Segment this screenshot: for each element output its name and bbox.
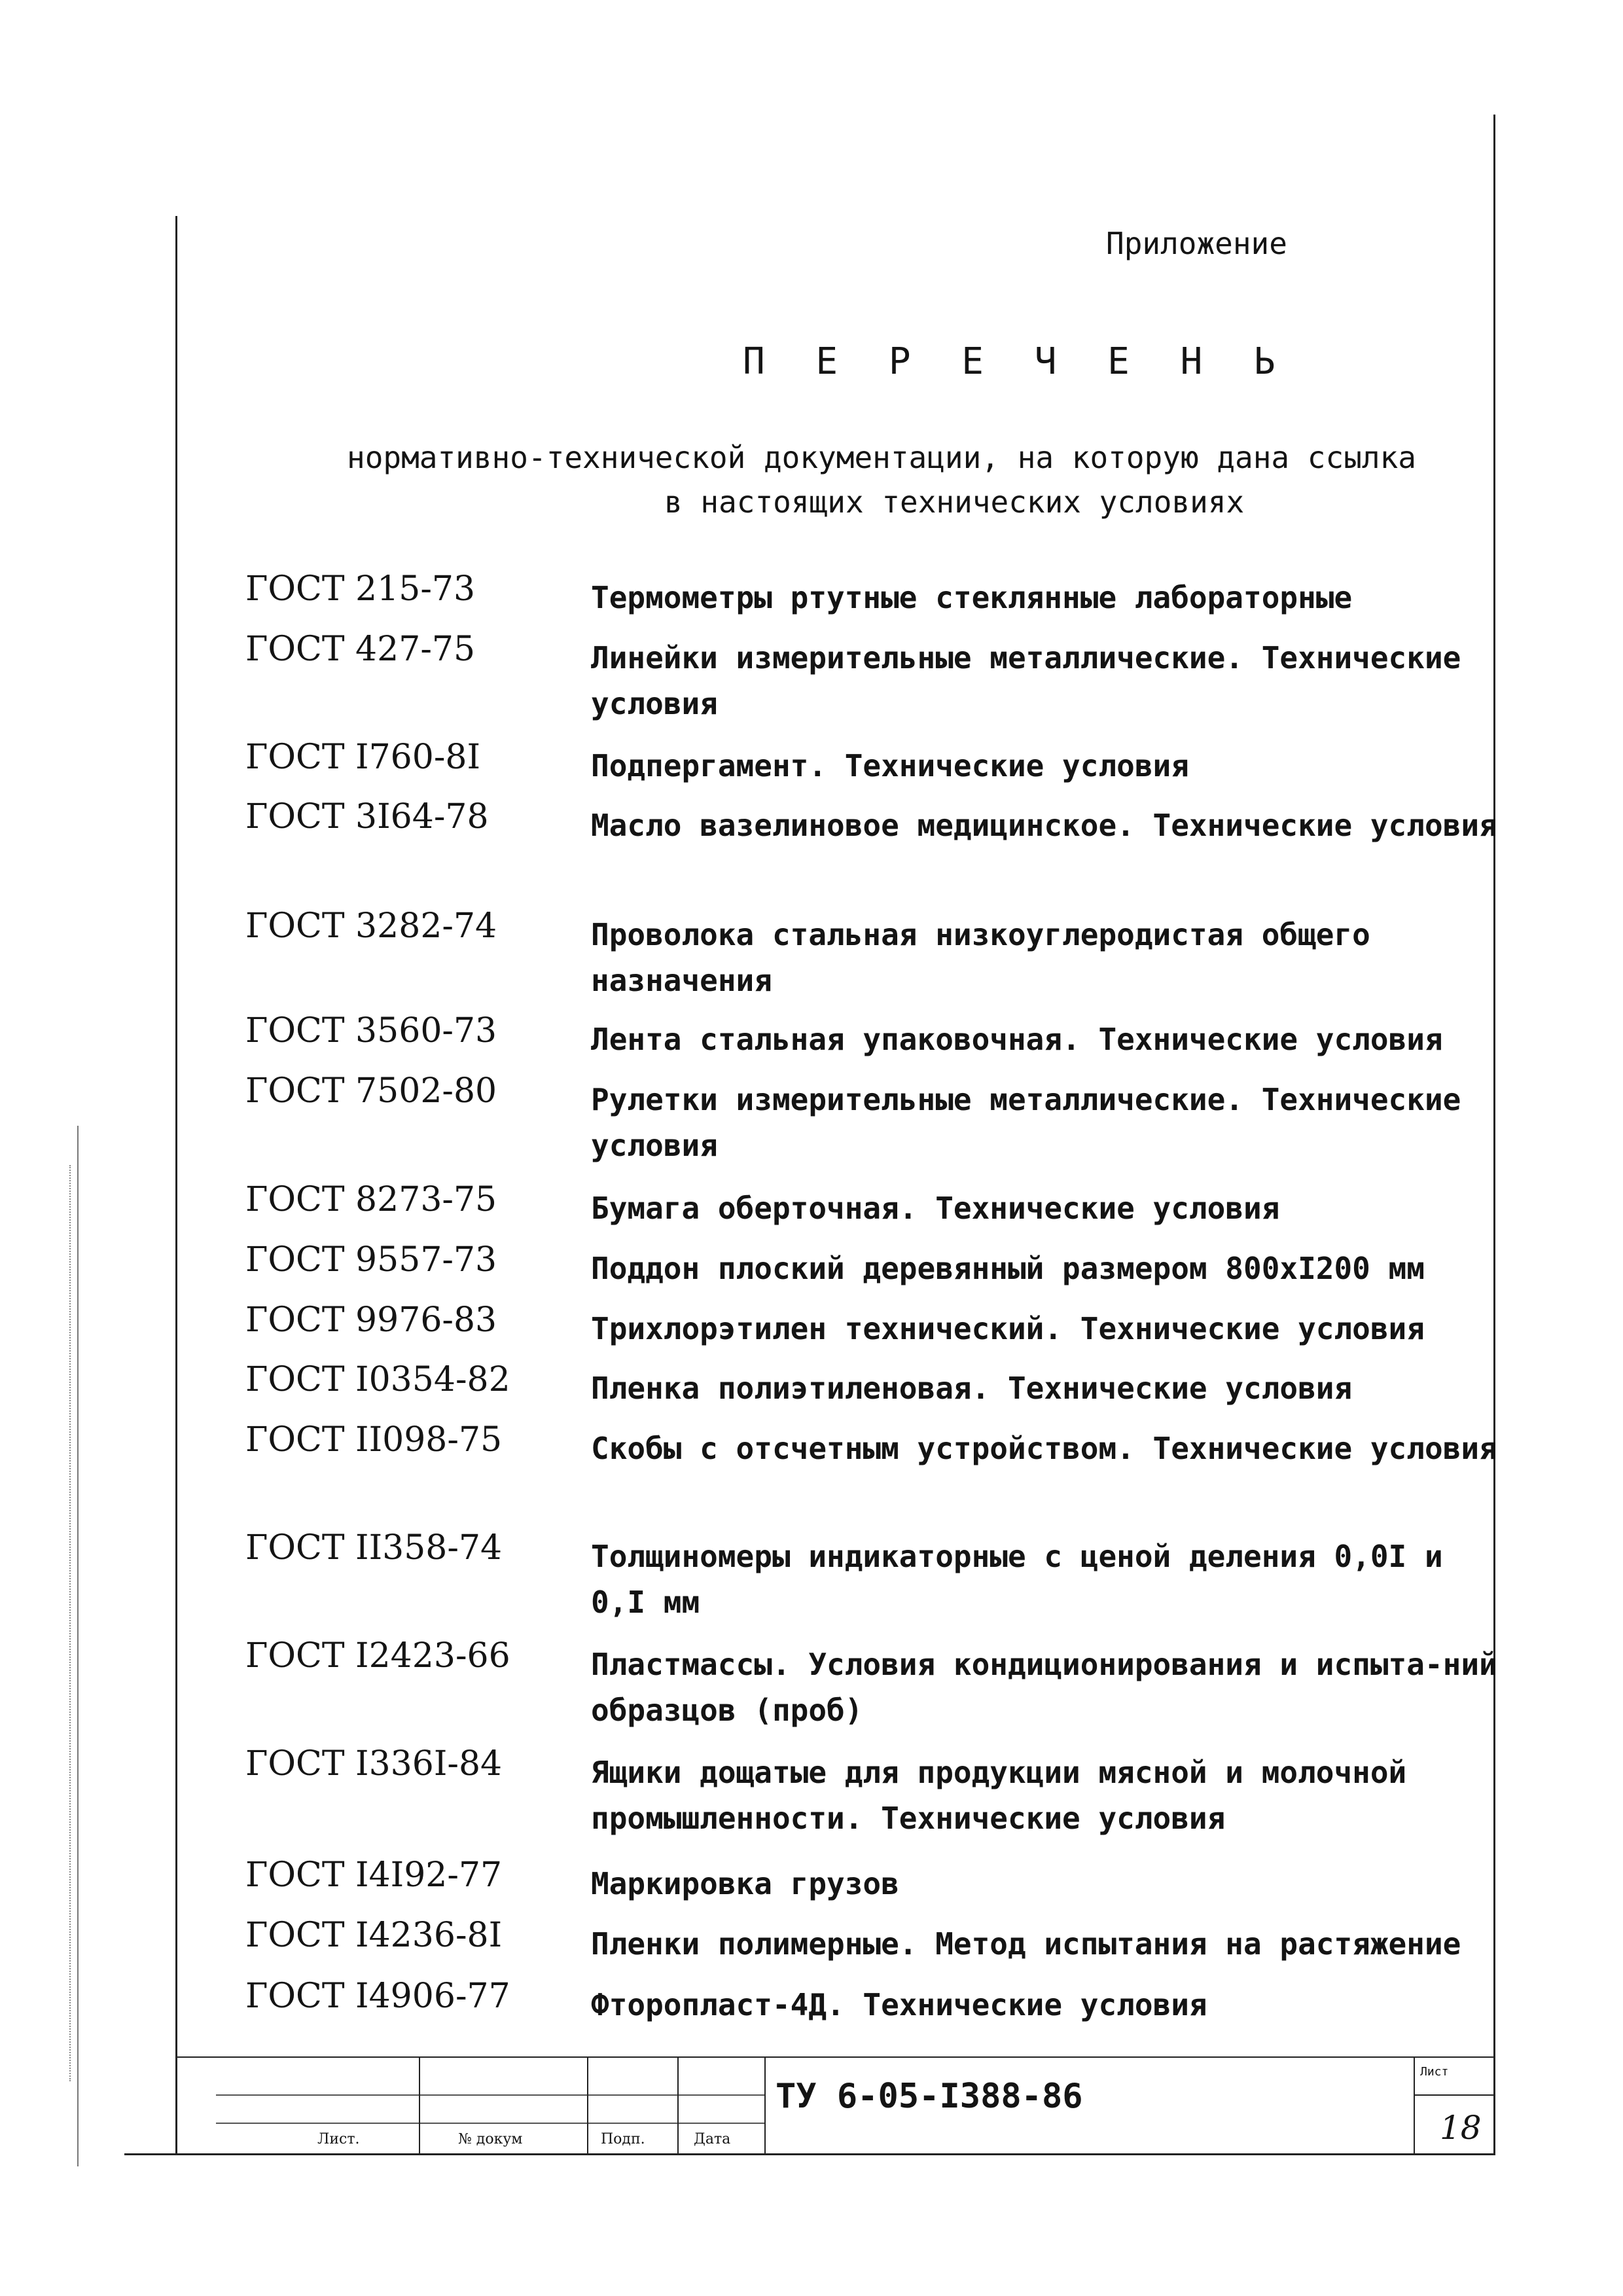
gost-description: Пленки полимерные. Метод испытания на растяжение: [591, 1926, 1461, 1962]
gost-description: Скобы с отсчетным устройством. Технические условия: [591, 1431, 1497, 1466]
gost-description: Пластмассы. Условия кондиционирования и испыта-ний образцов (проб): [591, 1647, 1497, 1728]
gost-code: ГОСТ 427-75: [245, 630, 476, 669]
gost-code: ГОСТ 3560-73: [245, 1011, 497, 1050]
gost-description: Линейки измерительные металлические. Технические условия: [591, 640, 1461, 721]
subtitle-line-2: в настоящих технических условиях: [664, 484, 1245, 520]
document-code: ТУ 6-05-I388-86: [776, 2077, 1083, 2116]
gost-code: ГОСТ 7502-80: [245, 1071, 497, 1111]
gost-code: ГОСТ I760-8I: [245, 738, 481, 777]
sheet-label: Лист: [1420, 2065, 1449, 2079]
gost-description: Проволока стальная низкоуглеродистая общего назначения: [591, 917, 1370, 998]
gost-description: Трихлорэтилен технический. Технические условия: [591, 1311, 1425, 1346]
stamp-col-line: [677, 2056, 679, 2153]
frame-left-border: [175, 216, 177, 2153]
gost-code: ГОСТ 3I64-78: [245, 797, 489, 836]
sheet-number: 18: [1440, 2109, 1482, 2147]
stamp-row-line: [216, 2123, 766, 2124]
subtitle-line-1: нормативно-технической документации, на которую дана ссылка: [347, 440, 1416, 475]
gost-description: Фторопласт-4Д. Технические условия: [591, 1987, 1207, 2022]
gost-description: Пленка полиэтиленовая. Технические условия: [591, 1371, 1353, 1406]
gost-description: Ящики дощатые для продукции мясной и молочной промышленности. Технические условия: [591, 1755, 1407, 1836]
gost-code: ГОСТ I336I-84: [245, 1744, 503, 1784]
stamp-row-line: [216, 2094, 766, 2096]
gost-code: ГОСТ 3282-74: [245, 906, 497, 946]
gost-description: Масло вазелиновое медицинское. Технические условия: [591, 808, 1497, 843]
stamp-sheet-line: [1414, 2094, 1495, 2096]
stamp-label-signature: Подп.: [601, 2131, 645, 2147]
stamp-label-doc-number: № докум: [458, 2131, 523, 2147]
gost-description: Бумага оберточная. Технические условия: [591, 1191, 1280, 1226]
binding-margin-marks: [69, 1165, 84, 2081]
gost-code: ГОСТ I0354-82: [245, 1360, 510, 1399]
gost-code: ГОСТ I4906-77: [245, 1977, 510, 2016]
gost-description: Рулетки измерительные металлические. Технические условия: [591, 1082, 1461, 1163]
appendix-label: Приложение: [1106, 226, 1287, 261]
stamp-col-line: [587, 2056, 588, 2153]
gost-code: ГОСТ 215-73: [245, 569, 476, 609]
gost-description: Толщиномеры индикаторные с ценой деления 0,0I и 0,I мм: [591, 1539, 1443, 1620]
gost-code: ГОСТ 9976-83: [245, 1300, 497, 1340]
gost-description: Лента стальная упаковочная. Технические условия: [591, 1022, 1443, 1057]
gost-code: ГОСТ 9557-73: [245, 1240, 497, 1280]
stamp-col-line: [1414, 2056, 1415, 2153]
gost-description: Маркировка грузов: [591, 1866, 899, 1901]
stamp-label-sheet: Лист.: [317, 2131, 360, 2147]
gost-description: Подпергамент. Технические условия: [591, 748, 1189, 783]
stamp-col-line: [419, 2056, 420, 2153]
frame-bottom-border: [124, 2153, 1495, 2155]
page-title: П Е Р Е Ч Е Н Ь: [743, 340, 1290, 383]
stamp-label-date: Дата: [694, 2131, 731, 2147]
gost-code: ГОСТ II358-74: [245, 1528, 503, 1568]
gost-code: ГОСТ 8273-75: [245, 1180, 497, 1219]
gost-description: Поддон плоский деревянный размером 800хI200 мм: [591, 1251, 1425, 1286]
gost-code: ГОСТ I4236-8I: [245, 1916, 503, 1955]
stamp-top-line: [175, 2056, 1495, 2058]
gost-description: Термометры ртутные стеклянные лабораторные: [591, 580, 1353, 615]
stamp-col-line: [764, 2056, 766, 2153]
gost-code: ГОСТ II098-75: [245, 1420, 503, 1460]
gost-code: ГОСТ I4I92-77: [245, 1856, 503, 1895]
gost-code: ГОСТ I2423-66: [245, 1636, 510, 1676]
